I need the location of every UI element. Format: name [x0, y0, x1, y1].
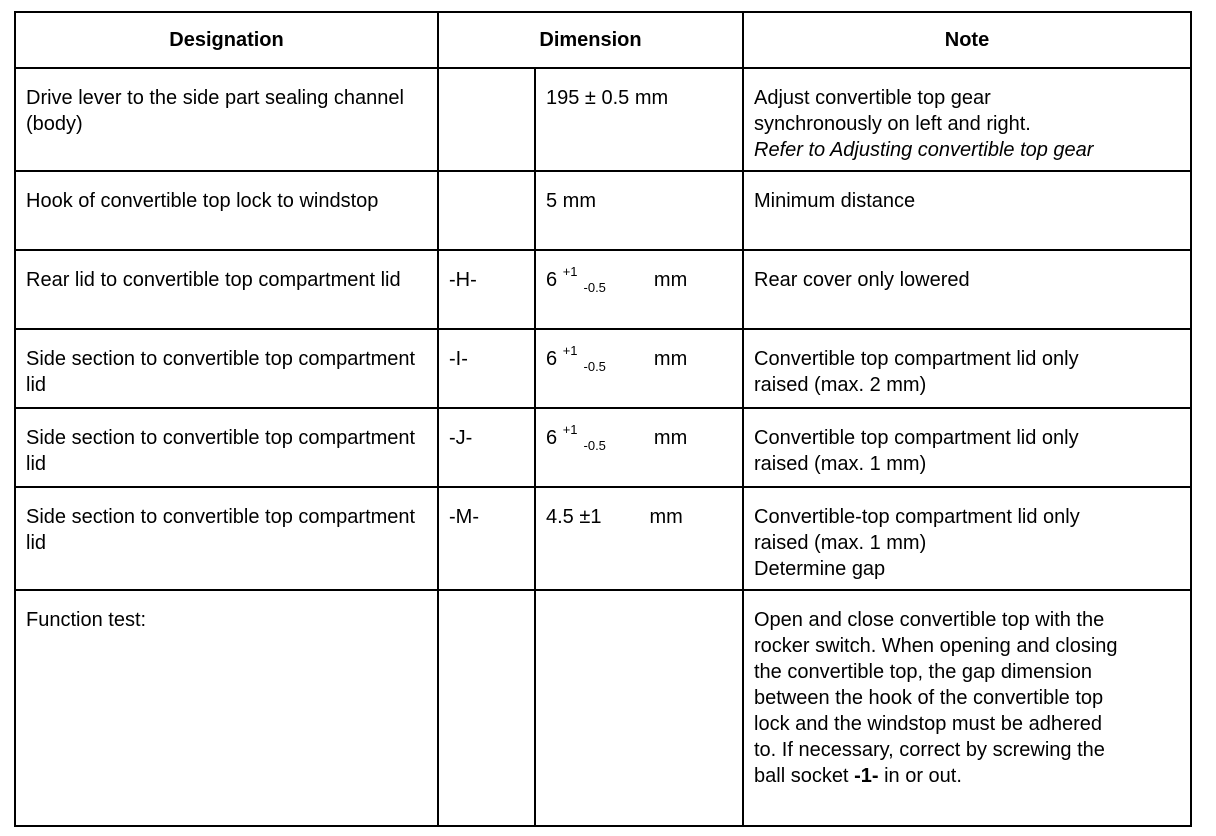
note-line: rocker switch. When opening and closing	[754, 635, 1118, 657]
note-line: Adjust convertible top gear	[754, 87, 991, 109]
note-reference[interactable]	[754, 137, 1180, 163]
tolerance-lower: -0.5	[583, 359, 606, 374]
header-dimension: Dimension	[438, 12, 743, 68]
note-line: Minimum distance	[754, 190, 916, 212]
designation-cell: Drive lever to the side part sealing channel (body)	[15, 68, 438, 171]
note-tail-suffix: in or out.	[878, 765, 962, 787]
mark-cell	[438, 590, 535, 826]
mark-cell: -H-	[438, 250, 535, 329]
mark-cell: -I-	[438, 329, 535, 408]
header-row	[15, 12, 1191, 68]
table-row	[15, 590, 1191, 826]
tolerance-upper: +1	[562, 422, 578, 437]
part-marker: -1-	[854, 765, 879, 787]
table-row	[15, 68, 1191, 171]
designation-cell: Side section to convertible top compartment lid	[15, 329, 438, 408]
note-cell	[743, 171, 1191, 250]
note-cell	[743, 329, 1191, 408]
table-row	[15, 487, 1191, 590]
tolerance-upper: +1	[562, 343, 578, 358]
tolerance-lower: -0.5	[583, 280, 606, 295]
note-tail-prefix: ball socket	[754, 765, 855, 787]
note-cell	[743, 590, 1191, 826]
designation-cell: Side section to convertible top compartment lid	[15, 487, 438, 590]
dimension-cell: 5 mm	[535, 171, 743, 250]
dimension-base: 4.5 ±1	[546, 506, 602, 528]
dimension-cell	[535, 329, 743, 408]
dimension-unit: mm	[653, 348, 688, 370]
dimension-cell	[535, 408, 743, 487]
note-cell	[743, 487, 1191, 590]
designation-cell: Hook of convertible top lock to windstop	[15, 171, 438, 250]
note-line: Convertible top compartment lid only	[754, 348, 1079, 370]
tolerance-upper: +1	[562, 264, 578, 279]
header-note: Note	[743, 12, 1191, 68]
header-designation: Designation	[15, 12, 438, 68]
reference-link[interactable]: Adjusting convertible top gear	[829, 139, 1094, 161]
note-line: the convertible top, the gap dimension	[754, 661, 1092, 683]
table-row	[15, 408, 1191, 487]
specification-table	[14, 11, 1192, 827]
note-line: Convertible-top compartment lid only	[754, 506, 1080, 528]
reference-prefix: Refer to	[754, 139, 830, 161]
table-row	[15, 171, 1191, 250]
dimension-unit: mm	[653, 269, 688, 291]
note-cell	[743, 250, 1191, 329]
note-cell	[743, 408, 1191, 487]
designation-cell: Function test:	[15, 590, 438, 826]
note-line: to. If necessary, correct by screwing the	[754, 739, 1105, 761]
tolerance-lower: -0.5	[583, 438, 606, 453]
note-line: Open and close convertible top with the	[754, 609, 1105, 631]
mark-cell: -M-	[438, 487, 535, 590]
dimension-unit: mm	[653, 427, 688, 449]
dimension-base: 6	[546, 348, 558, 370]
note-line: raised (max. 1 mm)	[754, 532, 927, 554]
dimension-cell: 195 ± 0.5 mm	[535, 68, 743, 171]
designation-cell: Side section to convertible top compartment lid	[15, 408, 438, 487]
note-line: Determine gap	[754, 558, 886, 580]
table-row	[15, 250, 1191, 329]
note-line: Convertible top compartment lid only	[754, 427, 1079, 449]
dimension-cell	[535, 590, 743, 826]
dimension-base: 6	[546, 427, 558, 449]
note-line: between the hook of the convertible top	[754, 687, 1104, 709]
mark-cell	[438, 171, 535, 250]
note-line: raised (max. 2 mm)	[754, 374, 927, 396]
dimension-base: 6	[546, 269, 558, 291]
mark-cell: -J-	[438, 408, 535, 487]
dimension-cell	[535, 487, 743, 590]
note-line: Rear cover only lowered	[754, 269, 970, 291]
note-line: raised (max. 1 mm)	[754, 453, 927, 475]
designation-cell: Rear lid to convertible top compartment lid	[15, 250, 438, 329]
dimension-unit: mm	[649, 506, 683, 528]
mark-cell	[438, 68, 535, 171]
table-row	[15, 329, 1191, 408]
note-line: lock and the windstop must be adhered	[754, 713, 1102, 735]
note-cell	[743, 68, 1191, 171]
note-line	[754, 763, 1180, 789]
dimension-cell	[535, 250, 743, 329]
note-line: synchronously on left and right.	[754, 113, 1031, 135]
